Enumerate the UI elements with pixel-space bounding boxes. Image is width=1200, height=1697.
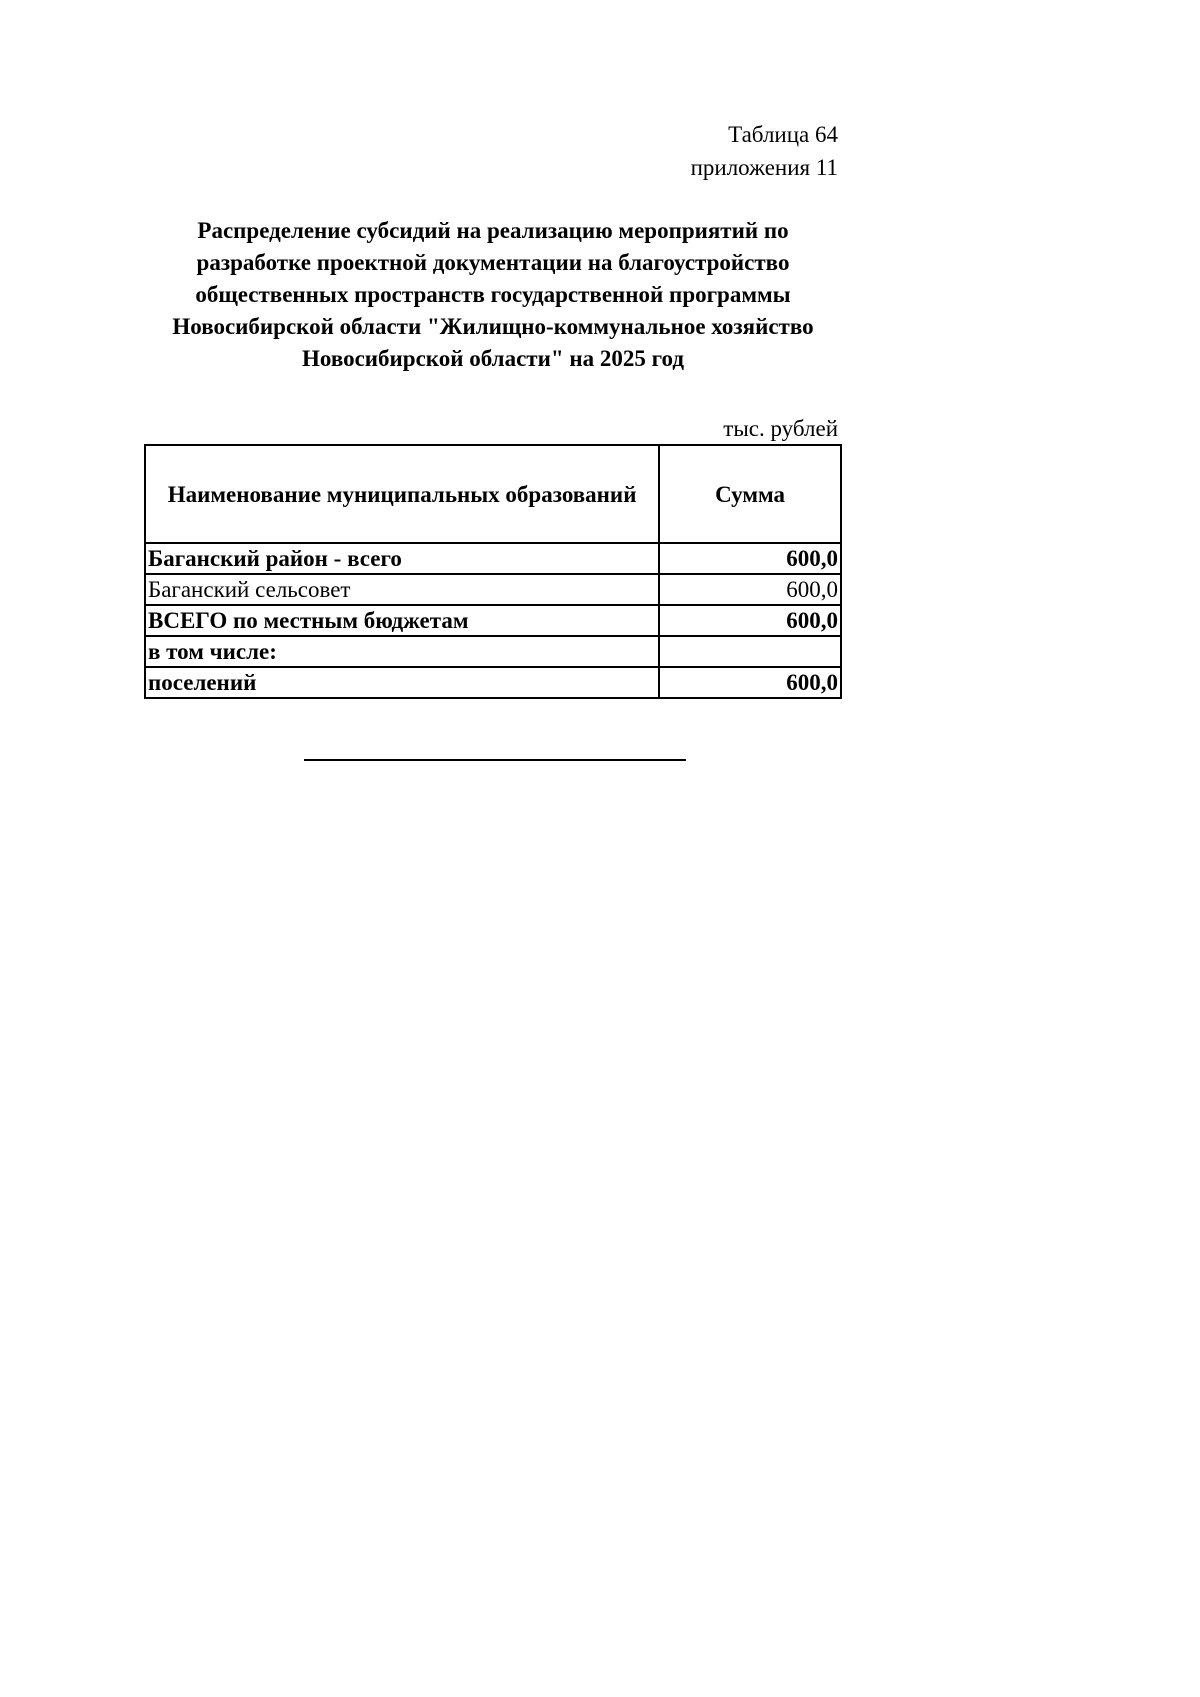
- column-header-name: Наименование муниципальных образований: [145, 445, 659, 543]
- document-title: [145, 215, 841, 375]
- table-reference: [691, 118, 838, 184]
- row-sum: 600,0: [659, 543, 841, 574]
- row-sum: [659, 636, 841, 667]
- row-name: Баганский район - всего: [145, 543, 659, 574]
- title-line: Распределение субсидий на реализацию мероприятий по: [197, 218, 789, 243]
- title-line: общественных пространств государственной программы: [195, 282, 791, 307]
- row-name: поселений: [145, 667, 659, 698]
- row-sum: 600,0: [659, 667, 841, 698]
- end-of-document-rule: [304, 759, 686, 761]
- subsidy-table: [144, 444, 842, 699]
- row-sum: 600,0: [659, 605, 841, 636]
- column-header-sum: Сумма: [659, 445, 841, 543]
- title-line: разработке проектной документации на благоустройство: [196, 250, 790, 275]
- table-row: [145, 574, 841, 605]
- row-name: Баганский сельсовет: [145, 574, 659, 605]
- table-header-row: [145, 445, 841, 543]
- title-line: Новосибирской области" на 2025 год: [302, 346, 684, 371]
- row-name: ВСЕГО по местным бюджетам: [145, 605, 659, 636]
- table-row: [145, 543, 841, 574]
- appendix-number: приложения 11: [690, 155, 838, 180]
- table-row: [145, 605, 841, 636]
- title-line: Новосибирской области "Жилищно-коммунальное хозяйство: [172, 314, 814, 339]
- table-row: [145, 636, 841, 667]
- row-name: в том числе:: [145, 636, 659, 667]
- table-row: [145, 667, 841, 698]
- row-sum: 600,0: [659, 574, 841, 605]
- table-number: Таблица 64: [728, 122, 838, 147]
- units-label: тыс. рублей: [723, 416, 838, 441]
